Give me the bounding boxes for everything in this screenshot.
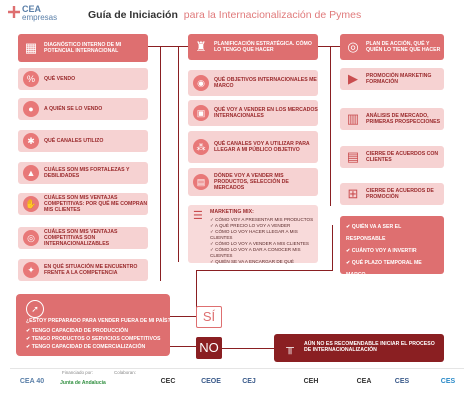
col2-item-3-text: QUÉ CANALES VOY A UTILIZAR PARA LLEGAR A MI PÚBLICO OBJETIVO — [214, 140, 310, 153]
col2-item-4 — [188, 168, 318, 196]
user-icon: ● — [23, 101, 39, 117]
list-icon: ☰ — [193, 210, 203, 222]
col3-check-1: ✔ QUIÉN VA A SER EL RESPONSABLE — [346, 224, 402, 242]
col2-header-text: PLANIFICACIÓN ESTRATÉGICA. CÓMO LO TENGO QUE HACER — [214, 40, 312, 53]
chart-icon: ▦ — [24, 40, 38, 55]
yes-up-line — [196, 270, 197, 310]
mix-item-6-text: QUIÉN SE VA A ENCARGAR DE QUÉ — [215, 259, 294, 264]
footer-logo-7: CEA — [356, 378, 372, 385]
col1-item-2-text: A QUIÉN SE LO VENDO — [44, 105, 103, 112]
ready-check-1: ✔ TENGO CAPACIDAD DE PRODUCCIÓN — [26, 328, 128, 334]
col2-item-1 — [188, 70, 318, 96]
ready-check-2-text: TENGO PRODUCTOS O SERVICIOS COMPETITIVOS — [31, 336, 161, 342]
mix-item-4-text: CÓMO LO VOY A VENDER A MIS CLIENTES — [215, 241, 309, 246]
mix-item-3-text: CÓMO LO VOY HACER LLEGAR A MIS CLIENTES — [210, 229, 298, 240]
col1-item-7 — [18, 259, 148, 281]
barrier-icon: ╥ — [286, 342, 294, 354]
col3-check-3: ✔ QUÉ PLAZO TEMPORAL ME MARCO — [346, 260, 422, 278]
logo-mark — [8, 6, 20, 18]
yes-label: SÍ — [196, 306, 222, 328]
col1-item-2 — [18, 98, 148, 120]
col2-to-col3-hline — [318, 46, 340, 47]
ready-question: ¿ESTOY PREPARADO PARA VENDER FUERA DE MI PAÍS? — [26, 318, 171, 324]
col3-check-4-text: QUIÉN SE PUEDE AYUDAR — [351, 284, 419, 290]
col1-item-4-text: CUÁLES SON MIS FORTALEZAS Y DEBILIDADES — [44, 166, 130, 179]
mix-list — [210, 217, 314, 265]
col1-item-5 — [18, 193, 148, 215]
thumbs-icon: ▲ — [23, 165, 39, 181]
col2-item-3 — [188, 131, 318, 163]
logo-text: CEA — [22, 4, 42, 14]
mix-item-2: ✓ A QUÉ PRECIO LO VOY A VENDER — [210, 223, 291, 228]
col3-check-3-text: QUÉ PLAZO TEMPORAL ME MARCO — [346, 260, 422, 278]
ready-check-2: ✔ TENGO PRODUCTOS O SERVICIOS COMPETITIVOS — [26, 336, 161, 342]
footer-logo-8: CES — [394, 378, 410, 385]
col3-check-1-text: QUIÉN VA A SER EL RESPONSABLE — [346, 224, 402, 242]
col3-item-2 — [340, 108, 444, 130]
col2-header — [188, 34, 318, 60]
footer-logo-3: CEC — [160, 378, 176, 385]
col1-item-1-text: QUÉ VENDO — [44, 75, 76, 82]
col2-item-1-text: QUÉ OBJETIVOS INTERNACIONALES ME MARCO — [214, 76, 317, 89]
mix-item-4: ✓ CÓMO LO VOY A VENDER A MIS CLIENTES — [210, 241, 309, 246]
col3-item-4 — [340, 183, 444, 205]
footer-divider — [10, 368, 464, 369]
title-bold: Guía de Iniciación — [88, 9, 178, 21]
no-to-result-line — [222, 348, 274, 349]
footer-logo-1: CEA 40 — [19, 378, 45, 385]
mix-item-3: ✓ CÓMO LO VOY HACER LLEGAR A MIS CLIENTES — [210, 229, 298, 240]
col2-item-4-text: DÓNDE VOY A VENDER MIS PRODUCTOS, SELECCIÓN DE MERCADOS — [214, 172, 289, 192]
result-box — [274, 334, 444, 362]
ready-to-yes-line — [168, 316, 196, 317]
globe-icon: ◎ — [23, 230, 39, 246]
col3-item-4-text: CIERRE DE ACUERDOS DE PROMOCIÓN — [366, 187, 434, 200]
box-icon: ▣ — [193, 105, 209, 121]
rocket-icon: ➚ — [26, 300, 44, 318]
col3-item-1-text: PROMOCIÓN MARKETING FORMACIÓN — [366, 72, 432, 85]
ready-check-3: ✔ TENGO CAPACIDAD DE COMERCIALIZACIÓN — [26, 344, 146, 350]
col3-item-3-text: CIERRE DE ACUERDOS CON CLIENTES — [366, 150, 439, 163]
col1-item-3-text: QUÉ CANALES UTILIZO — [44, 137, 104, 144]
col3-header-text: PLAN DE ACCIÓN, QUÉ Y QUIÉN LO TIENE QUE HACER — [366, 40, 441, 53]
col1-header-text: DIAGNÓSTICO INTERNO DE MI POTENCIAL INTERNACIONAL — [44, 41, 122, 54]
col1-item-3 — [18, 130, 148, 152]
col1-item-6 — [18, 227, 148, 249]
mix-item-5-text: CÓMO LO VOY A DAR A CONOCER MIS CLIENTES — [210, 247, 301, 258]
col1-item-4 — [18, 162, 148, 184]
ready-box — [16, 294, 170, 356]
footer-logo-4: CEOE — [201, 378, 221, 385]
mix-item-6: ✓ QUIÉN SE VA A ENCARGAR DE QUÉ — [210, 259, 294, 264]
col2-vline — [178, 46, 179, 262]
col3-down-line — [332, 225, 333, 271]
megaphone-icon: ▶ — [348, 71, 358, 86]
col3-item-2-text: ANÁLISIS DE MERCADO, PRIMERAS PROSPECCIONES — [366, 112, 441, 125]
chess-icon: ♜ — [195, 39, 207, 54]
footer-logo-6: CEH — [303, 378, 319, 385]
mix-item-5: ✓ CÓMO LO VOY A DAR A CONOCER MIS CLIENTES — [210, 247, 301, 258]
col3-check-4: ✔ QUIÉN SE PUEDE AYUDAR — [346, 284, 419, 290]
mix-item-1: ✓ CÓMO VOY A PRESENTAR MIS PRODUCTOS — [210, 217, 314, 222]
col3-item-1 — [340, 68, 444, 90]
bar-chart-icon: ▥ — [346, 111, 360, 126]
mix-item-1-text: CÓMO VOY A PRESENTAR MIS PRODUCTOS — [215, 217, 314, 222]
col2-item-2-text: QUÉ VOY A VENDER EN LOS MERCADOS INTERNACIONALES — [214, 106, 318, 119]
ready-checklist — [26, 327, 176, 351]
col3-checks — [346, 221, 442, 293]
mix-title: MARKETING MIX: — [210, 209, 254, 215]
hand-icon: ✋ — [23, 196, 39, 212]
target-icon: ◉ — [193, 75, 209, 91]
no-label: NO — [196, 337, 222, 359]
logo — [8, 4, 78, 30]
col3-check-2: ✔ CUÁNTO VOY A INVERTIR — [346, 248, 417, 254]
channels-icon: ⁂ — [193, 139, 209, 155]
result-text: AÚN NO ES RECOMENDABLE INICIAR EL PROCESO DE INTERNACIONALIZACIÓN — [304, 341, 435, 354]
title-rest: para la Internacionalización de Pymes — [183, 9, 362, 21]
col1-item-6-text: CUÁLES SON MIS VENTAJAS COMPETITIVAS SON INTERNACIONALIZABLES — [44, 228, 118, 248]
footer-logo-5: CEJ — [242, 378, 256, 385]
col1-header — [18, 34, 148, 62]
ready-check-3-text: TENGO CAPACIDAD DE COMERCIALIZACIÓN — [31, 344, 146, 350]
ready-check-1-text: TENGO CAPACIDAD DE PRODUCCIÓN — [31, 328, 128, 334]
col3-checklist — [340, 216, 444, 290]
col3-check-2-text: CUÁNTO VOY A INVERTIR — [351, 248, 417, 254]
document-icon: ▤ — [346, 149, 360, 164]
logo-subtext: empresas — [22, 13, 58, 22]
col3-header — [340, 34, 444, 60]
col3-vline — [330, 46, 331, 206]
col2-item-2 — [188, 100, 318, 126]
handshake-icon: ⊞ — [347, 186, 359, 201]
col1-top-to-col2-hline — [160, 46, 188, 47]
page-title — [88, 9, 468, 25]
footer-logo-9: CES — [440, 378, 456, 385]
target-arrow-icon: ◎ — [347, 39, 359, 54]
map-icon: ▤ — [193, 174, 209, 190]
col1-vline — [160, 46, 161, 281]
col1-item-5-text: CUÁLES SON MIS VENTAJAS COMPETITIVAS: POR QUÉ ME COMPRAN MIS CLIENTES — [44, 194, 148, 214]
yes-to-col3-line — [196, 270, 332, 271]
compass-icon: ✦ — [23, 262, 39, 278]
col1-item-7-text: EN QUÉ SITUACIÓN ME ENCUENTRO FRENTE A LA COMPETENCIA — [44, 263, 138, 276]
col3-item-3 — [340, 146, 444, 168]
mix-item-2-text: A QUÉ PRECIO LO VOY A VENDER — [214, 223, 291, 228]
collab-label: Colaboran: — [114, 370, 137, 375]
col1-item-1 — [18, 68, 148, 90]
tag-icon: % — [23, 71, 39, 87]
financed-label: Financiado por: — [62, 370, 94, 375]
marketing-mix-box — [188, 205, 318, 263]
network-icon: ✱ — [23, 133, 39, 149]
footer-logo-2: Junta de Andalucía — [60, 380, 106, 386]
